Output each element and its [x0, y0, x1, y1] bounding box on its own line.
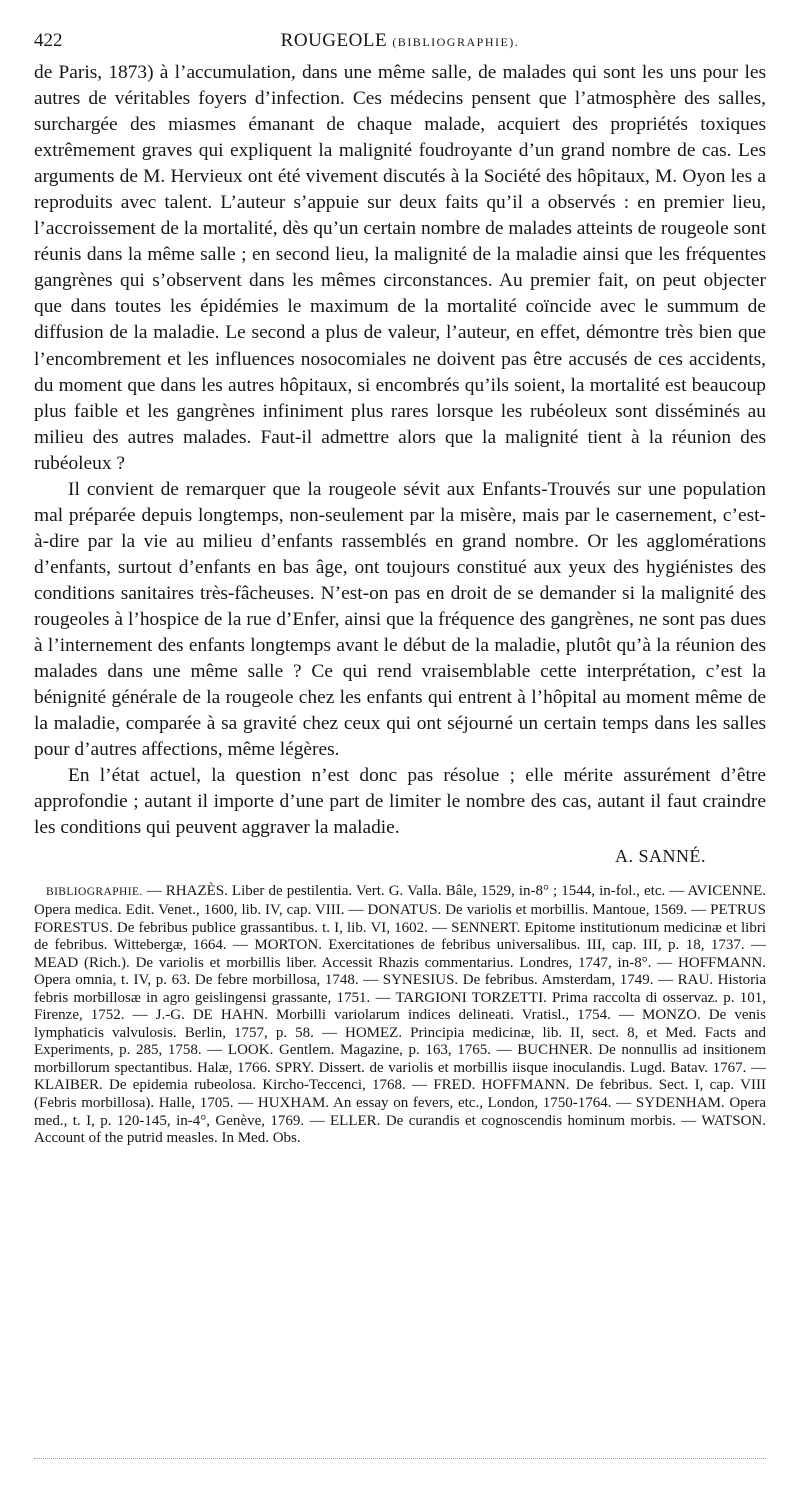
paragraph: de Paris, 1873) à l’accumulation, dans une même salle, de malades qui sont les uns pour les autres de véritables foyers d’infection. Ces médecins pensent que l’atmosphère des salles, surchargée des miasmes émanant de chaque malade, acquiert des propriétés toxiques extrêmement graves qui expliquent la malignité foudroyante d’un grand nombre de cas. Les arguments de M. Hervieux ont été vivement discutés à la Société des hôpitaux, M. Oyon les a reproduits avec talent. L’auteur s’appuie sur deux faits qu’il a observés : en premier lieu, l’accroissement de la mortalité, dès qu’un certain nombre de malades atteints de rougeole sont réunis dans la même salle ; en second lieu, la malignité de la maladie ainsi que les fréquentes gangrènes qui s’observent dans les mêmes circonstances. Au premier fait, on peut objecter que dans toutes les épidémies le maximum de la mortalité coïncide avec le summum de diffusion de la maladie. Le second a plus de valeur, l’auteur, en effet, démontre très bien que l’encombrement et les influences nosocomiales ne doivent pas être accusés de ces accidents, du moment que dans les autres hôpitaux, si encombrés qu’ils soient, la mortalité est beaucoup plus faible et les gangrènes infiniment plus rares lorsque les rubéoleux sont disséminés au milieu des autres malades. Faut-il admettre alors que la malignité tient à la réunion des rubéoleux ? [34, 62, 766, 474]
footer-dotted-rule [34, 1458, 766, 1459]
running-header [34, 30, 766, 60]
body-text [34, 60, 766, 841]
running-title-line [34, 30, 766, 52]
bibliography-heading: BIBLIOGRAPHIE. [46, 886, 143, 899]
paragraph: Il convient de remarquer que la rougeole sévit aux Enfants-Trouvés sur une population mal préparée depuis longtemps, non-seulement par la misère, mais par le casernement, c’est-à-dire par la vie au milieu d’enfants rassemblés en grand nombre. Or les agglomérations d’enfants, surtout d’enfants en bas âge, ont toujours constitué aux yeux des hygiénistes des conditions sanitaires très-fâcheuses. N’est-on pas en droit de se demander si la malignité des rougeoles à l’hospice de la rue d’Enfer, ainsi que la fréquence des gangrènes, ne sont pas dues à l’internement des enfants longtemps avant le début de la maladie, plutôt qu’à la réunion des malades dans une même salle ? Ce qui rend vraisemblable cette interprétation, c’est la bénignité générale de la rougeole chez les enfants qui entrent à l’hôpital au moment même de la maladie, comparée à sa gravité chez ceux qui ont séjourné un certain temps dans les salles pour d’autres affections, même légères. [34, 478, 766, 761]
paragraph: En l’état actuel, la question n’est donc pas résolue ; elle mérite assurément d’être approfondie ; autant il importe d’une part de limiter le nombre des cas, autant il faut craindre les conditions qui peuvent aggraver la maladie. [34, 765, 766, 839]
page-number: 422 [34, 30, 63, 51]
bibliography-entries: — RHAZÈS. Liber de pestilentia. Vert. G. Valla. Bâle, 1529, in-8° ; 1544, in-fol., etc. — AVICENNE. Opera medica. Edit. Venet., 1600, lib. IV, cap. VIII. — DONATUS. De variolis et morbillis. Mantoue, 1569. — PETRUS FORESTUS. De febribus publice grassantibus. t. I, lib. VI, 1602. — SENNERT. Epitome institutionum medicinæ et libri de febribus. Wittebergæ, 1664. — MORTON. Exercitationes de febribus universalibus. III, cap. III, p. 18, 1737. — MEAD (Rich.). De variolis et morbillis liber. Accessit Rhazis commentarius. Londres, 1747, in-8°. — HOFFMANN. Opera omnia, t. IV, p. 63. De febre morbillosa, 1748. — SYNESIUS. De febribus. Amsterdam, 1749. — RAU. Historia febris morbillosæ in agro geislingensi grassante, 1751. — TARGIONI TORZETTI. Prima raccolta di osservaz. p. 101, Firenze, 1752. — J.-G. DE HAHN. Morbilli variolarum indices delineati. Vratisl., 1754. — MONZO. De venis lymphaticis valvulosis. Berlin, 1757, p. 58. — HOMEZ. Principia medicinæ, lib. II, sect. 8, et Med. Facts and Experiments, p. 285, 1758. — LOOK. Gentlem. Magazine, p. 163, 1765. — BUCHNER. De nonnullis ad insitionem morbillorum spectantibus. Halæ, 1766. SPRY. Dissert. de variolis et morbillis iisque inoculandis. Lugd. Batav. 1767. — KLAIBER. De epidemia rubeolosa. Kircho-Teccenci, 1768. — FRED. HOFFMANN. De febribus. Sect. I, cap. VIII (Febris morbillosa). Halle, 1705. — HUXHAM. An essay on fevers, etc., London, 1750-1764. — SYDENHAM. Opera med., t. I, p. 120-145, in-4°, Genève, 1769. — ELLER. De curandis et cognoscendis hominum morbis. — WATSON. Account of the putrid measles. In Med. Obs. [34, 883, 767, 1147]
page [34, 30, 766, 1148]
author-signature: A. SANNÉ. [614, 846, 706, 867]
running-title: ROUGEOLE [280, 30, 388, 51]
bibliography [34, 883, 766, 1147]
running-subtitle: (BIBLIOGRAPHIE). [392, 35, 520, 49]
